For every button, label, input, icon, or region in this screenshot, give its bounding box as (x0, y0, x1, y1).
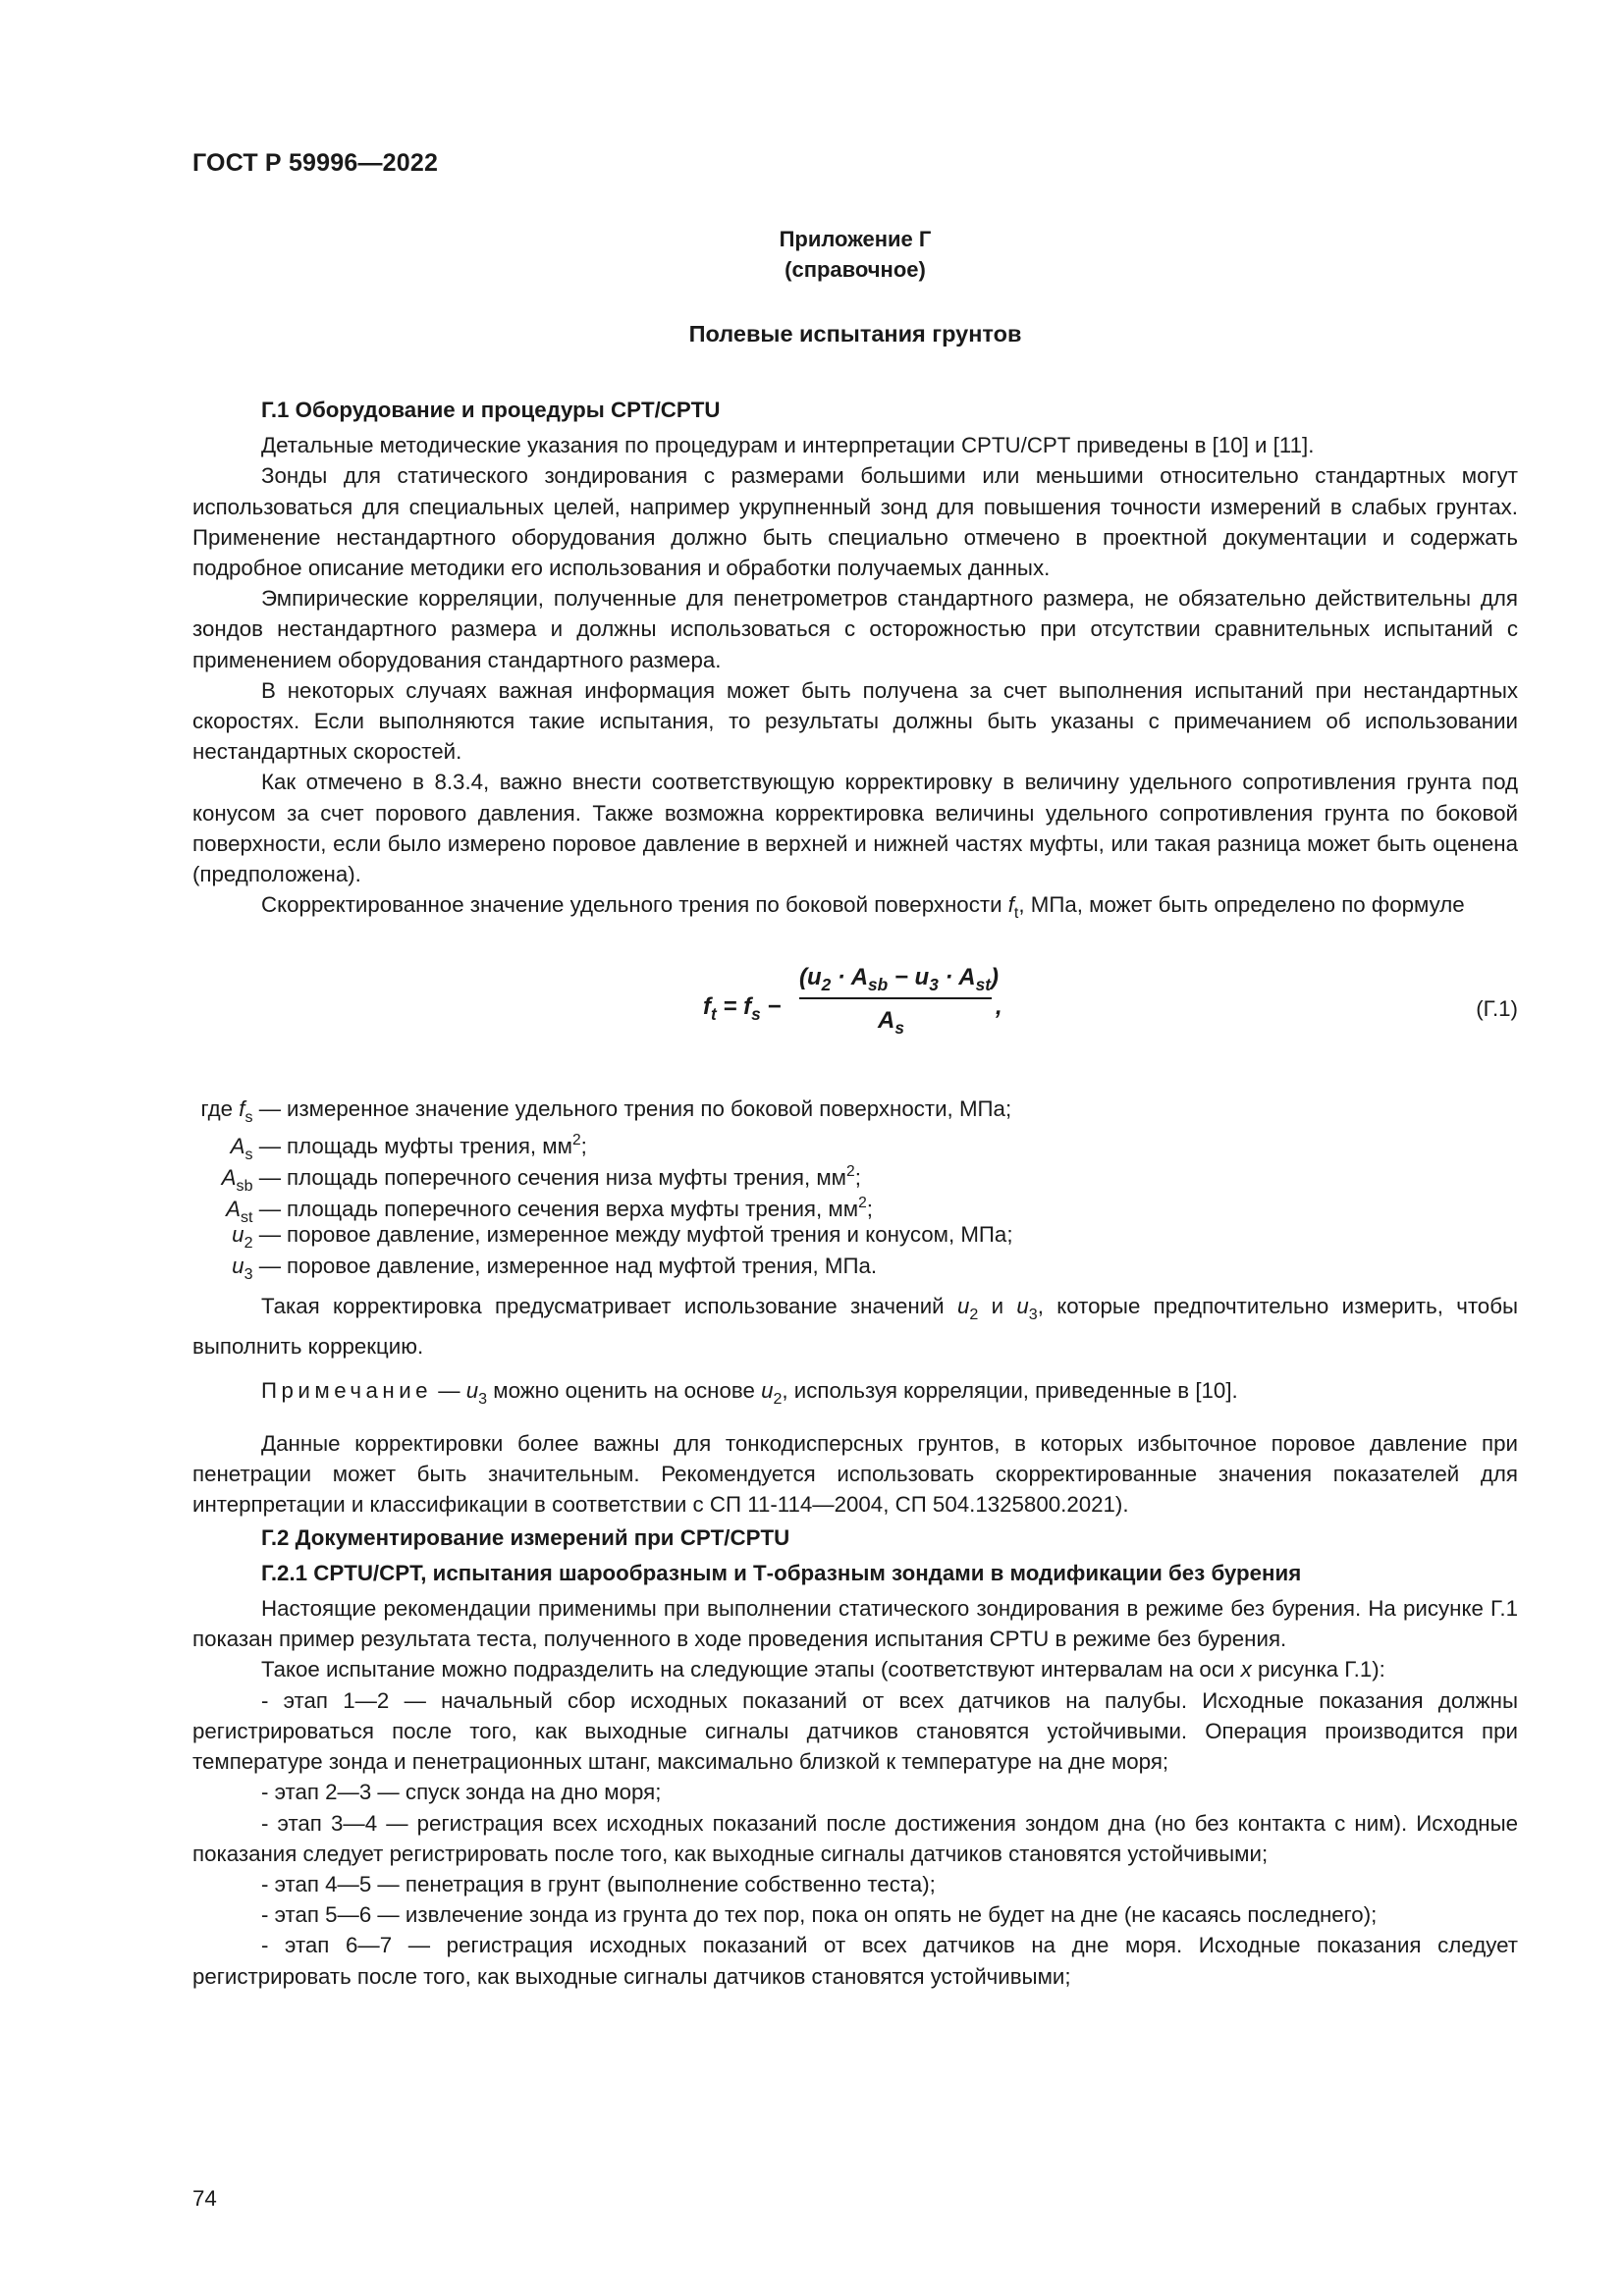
definition-row: $u_2$ — поровое давление, измеренное между муфтой трения и конусом, МПа; (232, 1222, 1013, 1253)
list-item: - этап 4—5 — пенетрация в грунт (выполнение собственно теста); (261, 1871, 936, 1896)
appendix-name: Полевые испытания грунтов (688, 321, 1022, 347)
definition-row: $u_3$ — поровое давление, измеренное над муфтой трения, МПа. (232, 1254, 878, 1284)
paragraph: Данные корректировки более важны для тонкодисперсных грунтов, в которых избыточное поровое давление при пенетрации может быть значительным. Рекомендуется использовать скорректированные значения показателей для интерпретации и классификации в соответствии с СП 11-114—2004, СП 504.1325800.2021). (192, 1431, 1518, 1518)
paragraph: Такое испытание можно подразделить на следующие этапы (соответствуют интервалам на оси x рисунка Г.1): (261, 1657, 1385, 1682)
appendix-heading (192, 224, 1518, 285)
list-item: - этап 3—4 — регистрация всех исходных показаний после достижения зондом дна (но без контакта с ним). Исходные показания следует регистрировать после того, как выходные сигналы датчиков становятся устойчивыми; (192, 1810, 1518, 1866)
list-item: - этап 6—7 — регистрация исходных показаний от всех датчиков на дне моря. Исходные показания следует регистрировать после того, как выходные сигналы датчиков становятся устойчивыми; (192, 1933, 1518, 1989)
formula-row (192, 954, 1518, 1064)
note-label: Примечание (261, 1377, 433, 1403)
page-number: 74 (192, 2186, 217, 2211)
paragraph: Как отмечено в 8.3.4, важно внести соответствующую корректировку в величину удельного сопротивления грунта под конусом за счет порового давления. Также возможна корректировка величины удельного сопротивления грунта по боковой поверхности, если было измерено поровое давление в верхней и нижней частях муфты, или такая разница может быть оценена (предположена). (192, 770, 1518, 887)
paragraph: Зонды для статического зондирования с размерами большими или меньшими относительно стандартных могут использоваться для специальных целей, например укрупненный зонд для повышения точности измерений в слабых грунтах. Применение нестандартного оборудования должно быть специально отмечено в проектной документации и содержать подробное описание методики его использования и обработки получаемых данных. (192, 463, 1518, 581)
list-item: - этап 2—3 — спуск зонда на дно моря; (261, 1780, 662, 1805)
definition-row: $A_{sb}$ — площадь поперечного сечения низа муфты трения, $мм^2$; (221, 1163, 861, 1196)
paragraph: Детальные методические указания по процедурам и интерпретации CPTU/CPT приведены в [10] и [11]. (261, 433, 1315, 458)
document-code-header: ГОСТ Р 59996—2022 (192, 149, 439, 177)
document-body (192, 393, 1518, 1992)
definition-row: $A_s$ — площадь муфты трения, $мм^2$; (230, 1132, 587, 1164)
fraction-bar (799, 997, 992, 999)
note: Примечание — $u_3$ можно оценить на основе $u_2$, используя корреляции, приведенные в [10]. (261, 1377, 1238, 1408)
subsection-heading-g2-1: Г.2.1 CPTU/CPT, испытания шарообразным и Т-образным зондами в модификации без бурения (261, 1560, 1302, 1585)
section-heading-g2: Г.2 Документирование измерений при CPT/CPTU (261, 1524, 790, 1550)
symbol-definitions (198, 1094, 1518, 1282)
paragraph-formula-intro: Скорректированное значение удельного трения по боковой поверхности $f_t$, МПа, может быть определено по формуле (261, 892, 1465, 923)
formula-g1: $f_t = f_s$ − $(u_2 \cdot A_{sb} - u_3 \cdot A_{st})$ $A_s$ , (703, 964, 1002, 1039)
list-item: - этап 1—2 — начальный сбор исходных показаний от всех датчиков на палубы. Исходные показания должны регистрироваться после того, как выходные сигналы датчиков становятся устойчивыми. Операция производится при температуре зонда и пенетрационных штанг, максимально близкой к температуре на дне моря; (192, 1687, 1518, 1775)
list-item: - этап 5—6 — извлечение зонда из грунта до тех пор, пока он опять не будет на дне (не касаясь последнего); (261, 1902, 1378, 1928)
paragraph: Настоящие рекомендации применимы при выполнении статического зондирования в режиме без бурения. На рисунке Г.1 показан пример результата теста, полученного в ходе проведения испытания CPTU в режиме без бурения. (192, 1596, 1518, 1652)
formula-number: (Г.1) (1476, 996, 1518, 1022)
paragraph: В некоторых случаях важная информация может быть получена за счет выполнения испытаний при нестандартных скоростях. Если выполняются такие испытания, то результаты должны быть указаны с примечанием об использовании нестандартных скоростей. (192, 677, 1518, 765)
definition-row: $A_{st}$ — площадь поперечного сечения верха муфты трения, $мм^2$; (226, 1195, 873, 1227)
paragraph: Эмпирические корреляции, полученные для пенетрометров стандартного размера, не обязательно действительны для зондов нестандартного размера и должны использоваться с осторожностью при отсутствии сравнительных испытаний с применением оборудования стандартного размера. (192, 586, 1518, 672)
appendix-kind: (справочное) (785, 257, 926, 282)
appendix-title: Приложение Г (779, 227, 932, 251)
paragraph: Такая корректировка предусматривает использование значений $u_2$ и $u_3$, которые предпочтительно измерить, чтобы выполнить коррекцию. (192, 1294, 1518, 1359)
definition-row: где $f_s$ — измеренное значение удельного трения по боковой поверхности, МПа; (200, 1096, 1012, 1127)
section-heading-g1: Г.1 Оборудование и процедуры CPT/CPTU (261, 398, 721, 422)
